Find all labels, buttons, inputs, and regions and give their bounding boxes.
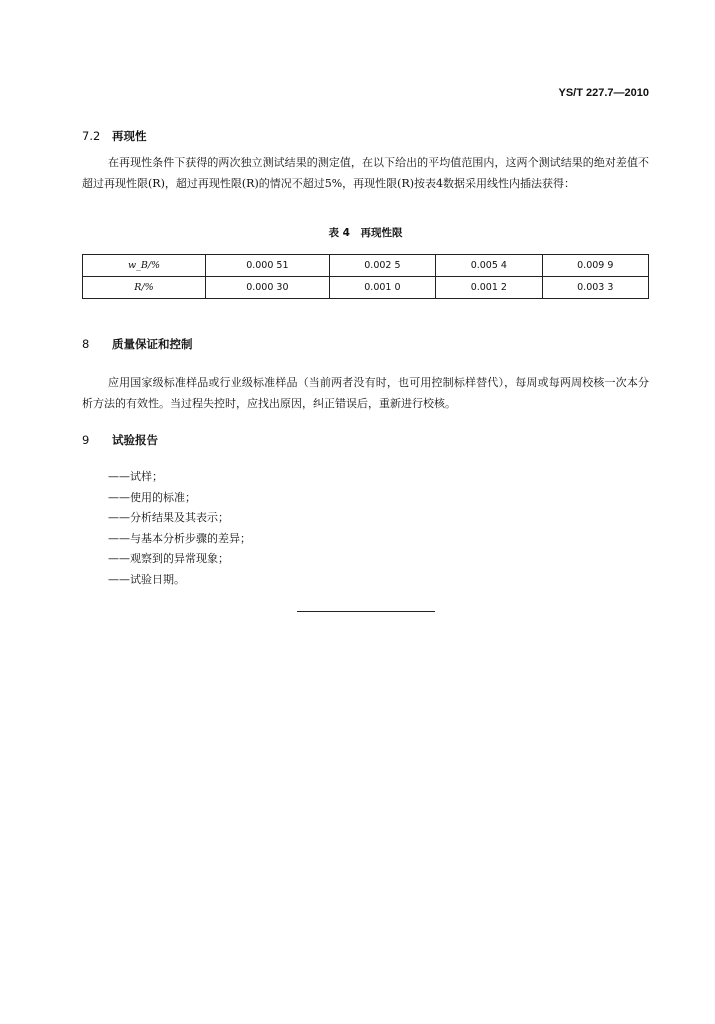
section-number: 9: [82, 433, 90, 447]
table-cell: 0.000 30: [206, 277, 330, 299]
table-cell: 0.002 5: [329, 255, 435, 277]
list-item: ——观察到的异常现象；: [108, 552, 229, 565]
row-label: w_B/%: [83, 255, 206, 277]
list-item: ——与基本分析步骤的差异；: [108, 531, 251, 545]
section-title: 试验报告: [112, 433, 158, 447]
list-item: ——使用的标准；: [108, 490, 196, 504]
table-cell: 0.003 3: [542, 277, 648, 299]
section-7-2-paragraph: 在再现性条件下获得的两次独立测试结果的测定值，在以下给出的平均值范围内，这两个测试结果的绝对差值不超过再现性限(R)，超过再现性限(R)的情况不超过5%，再现性限(R)按表4数据采用线性内插法获得：: [82, 156, 649, 190]
table-row: [83, 277, 649, 299]
table-cell: 0.000 51: [206, 255, 330, 277]
table-cell: 0.001 2: [436, 277, 542, 299]
table-cell: 0.005 4: [436, 255, 542, 277]
table-cell: 0.009 9: [542, 255, 648, 277]
report-items-list: [108, 467, 251, 590]
section-title: 质量保证和控制: [112, 337, 193, 351]
section-8-heading: [82, 336, 193, 352]
list-item: ——分析结果及其表示；: [108, 511, 229, 524]
section-9-heading: [82, 432, 158, 448]
table-caption: 表 4 再现性限: [328, 227, 403, 239]
section-title: 再现性: [112, 129, 147, 143]
section-number: 7.2: [82, 129, 101, 143]
row-label: R/%: [83, 277, 206, 299]
table-cell: 0.001 0: [329, 277, 435, 299]
table-row: [83, 255, 649, 277]
document-code: YS/T 227.7—2010: [558, 87, 649, 99]
list-item: ——试样；: [108, 470, 163, 483]
list-item: ——试验日期。: [108, 572, 185, 586]
section-8-paragraph: 应用国家级标准样品或行业级标准样品（当前两者没有时，也可用控制标样替代），每周或每两周校核一次本分析方法的有效性。当过程失控时，应找出原因，纠正错误后，重新进行校核。: [82, 376, 649, 410]
section-number: 8: [82, 337, 90, 351]
reproducibility-table: [82, 254, 649, 299]
end-of-document-rule: [297, 611, 435, 612]
section-7-2-heading: [82, 128, 147, 144]
